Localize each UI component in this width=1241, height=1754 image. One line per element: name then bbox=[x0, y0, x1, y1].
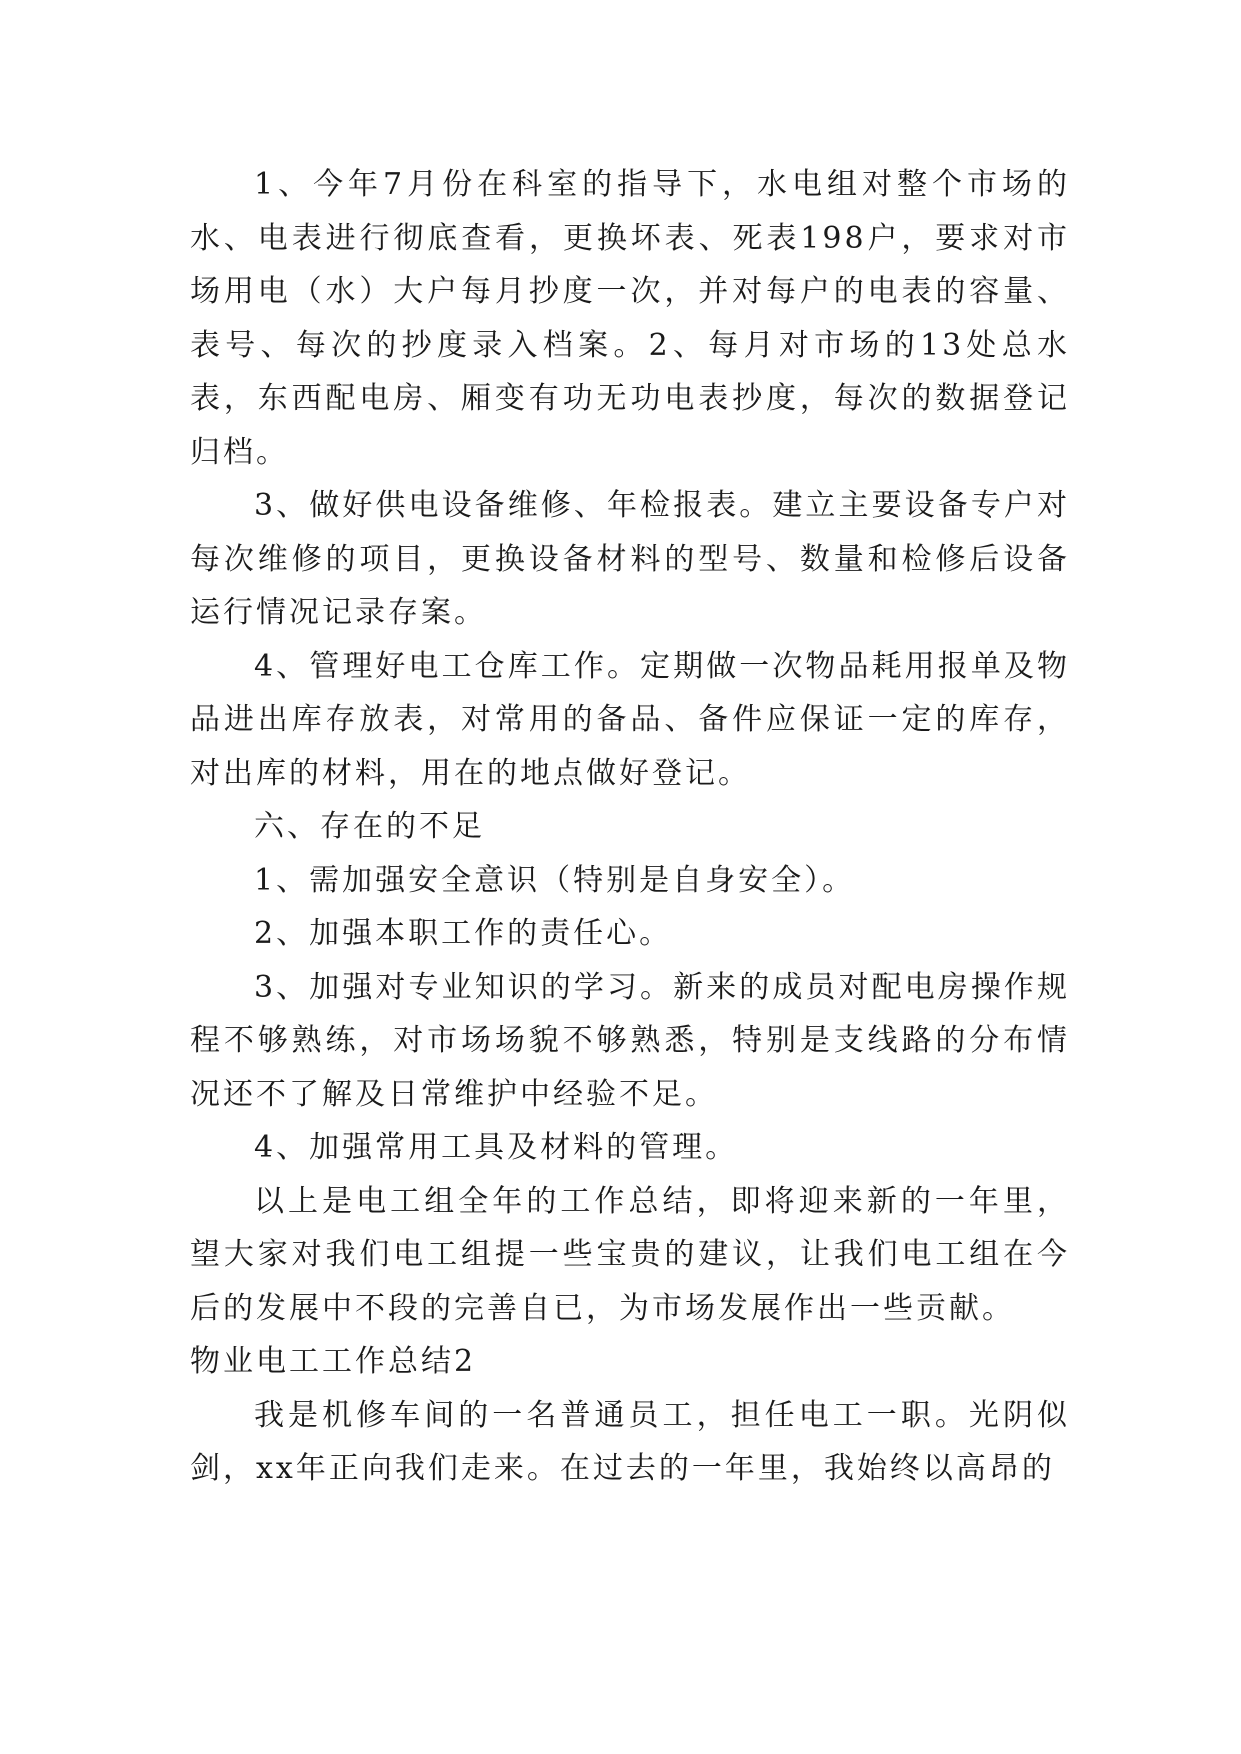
paragraph-equipment-maintenance: 3、做好供电设备维修、年检报表。建立主要设备专户对每次维修的项目，更换设备材料的型号、数量和检修后设备运行情况记录存案。 bbox=[190, 488, 1070, 630]
paragraph-safety-awareness: 1、需加强安全意识（特别是自身安全）。 bbox=[254, 862, 856, 898]
paragraph-tool-management: 4、加强常用工具及材料的管理。 bbox=[254, 1130, 739, 1165]
paragraph-warehouse-management: 4、管理好电工仓库工作。定期做一次物品耗用报单及物品进出库存放表，对常用的备品、备件应保证一定的库存，对出库的材料，用在的地点做好登记。 bbox=[190, 648, 1070, 791]
paragraph-intro-second-summary: 我是机修车间的一名普通员工，担任电工一职。光阴似剑，xx年正向我们走来。在过去的一年里，我始终以高昂的 bbox=[190, 1397, 1070, 1486]
paragraph-professional-learning: 3、加强对专业知识的学习。新来的成员对配电房操作规程不够熟练，对市场场貌不够熟悉，特别是支线路的分布情况还不了解及日常维护中经验不足。 bbox=[190, 969, 1070, 1112]
paragraph-conclusion: 以上是电工组全年的工作总结，即将迎来新的一年里，望大家对我们电工组提一些宝贵的建议，让我们电工组在今后的发展中不段的完善自已，为市场发展作出一些贡献。 bbox=[190, 1183, 1070, 1326]
document-body bbox=[190, 158, 1070, 1496]
section-title: 物业电工工作总结2 bbox=[190, 1344, 477, 1379]
paragraph-meter-inspection: 1、今年7月份在科室的指导下，水电组对整个市场的水、电表进行彻底查看，更换坏表、死表198户，要求对市场用电（水）大户每月抄度一次，并对每户的电表的容量、表号、每次的抄度录入档案。2、每月对市场的13处总水表，东西配电房、厢变有功无功电表抄度，每次的数据登记归档。 bbox=[190, 167, 1070, 470]
section-heading-shortcomings: 六、存在的不足 bbox=[254, 809, 485, 844]
paragraph-responsibility: 2、加强本职工作的责任心。 bbox=[254, 916, 673, 951]
